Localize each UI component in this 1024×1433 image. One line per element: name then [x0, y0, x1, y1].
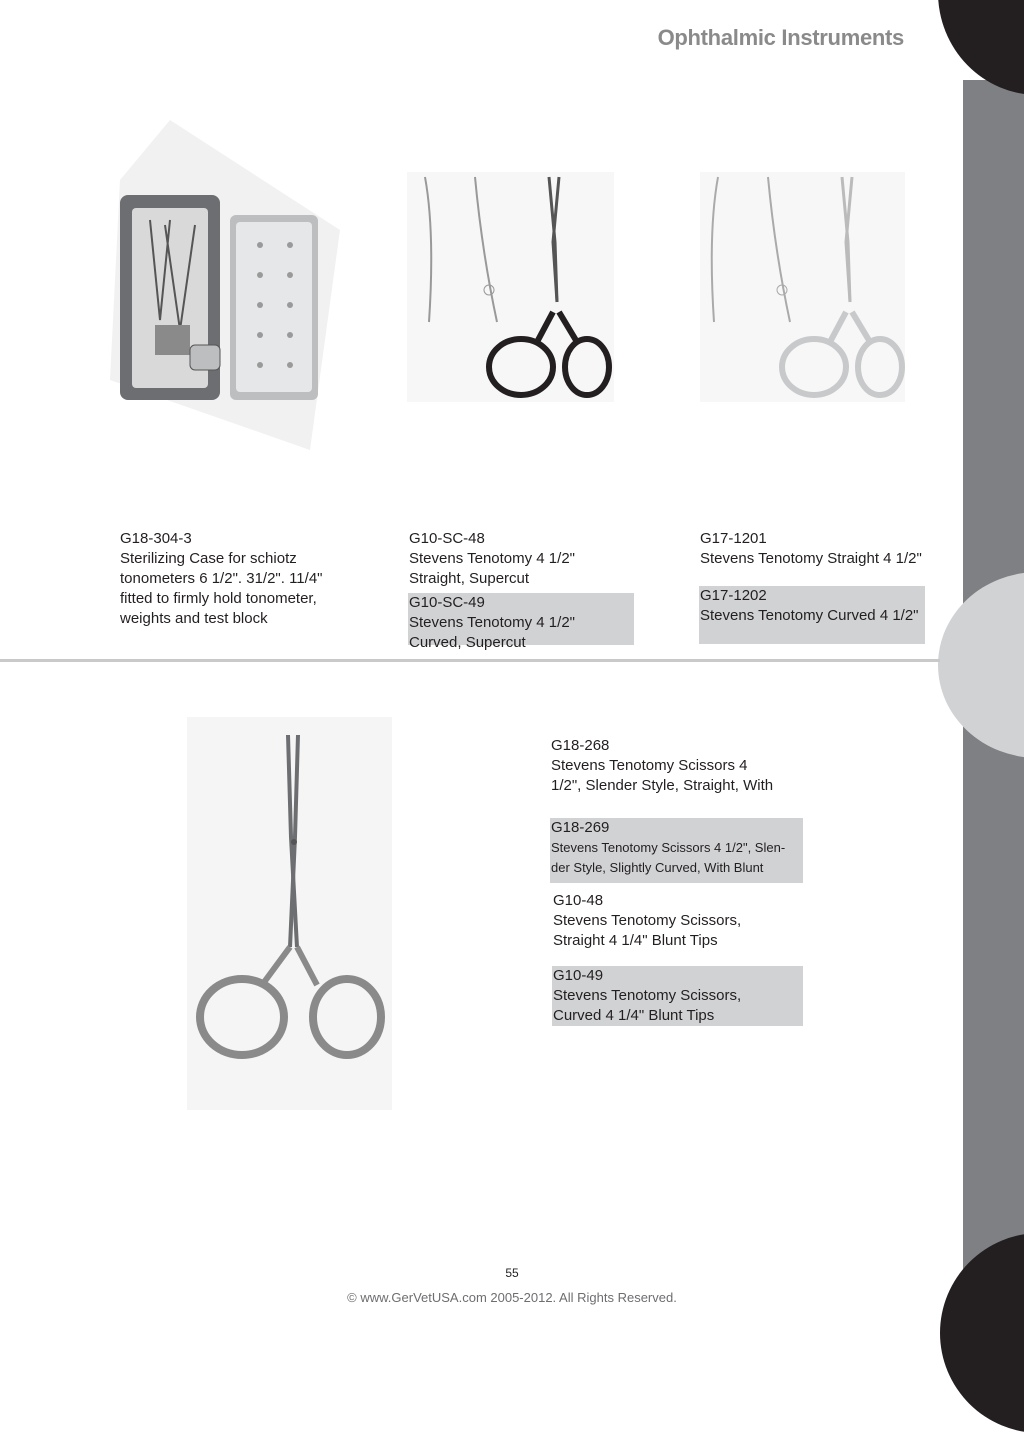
stevens-scissors-image — [700, 172, 905, 402]
tenotomy-scissors-image — [187, 717, 392, 1110]
product-code: G17-1201 — [700, 530, 767, 547]
product-desc-line: Stevens Tenotomy 4 1/2" — [409, 550, 575, 567]
product-code: G18-268 — [551, 737, 610, 754]
product-g10-48 — [553, 891, 741, 951]
copyright-notice: © www.GerVetUSA.com 2005-2012. All Rights Reserved. — [347, 1290, 677, 1305]
product-code: G18-269 — [551, 819, 610, 836]
mid-tab-decoration — [938, 572, 1024, 758]
product-code: G17-1202 — [700, 587, 767, 604]
product-desc-line: Curved 4 1/4" Blunt Tips — [553, 1007, 715, 1024]
product-desc-line: Stevens Tenotomy 4 1/2" — [409, 614, 575, 631]
product-g10-49 — [552, 966, 803, 1026]
product-desc-line: Stevens Tenotomy Scissors 4 1/2", Slen- — [551, 840, 786, 855]
product-desc-line: Stevens Tenotomy Curved 4 1/2" — [700, 607, 919, 624]
product-code: G10-49 — [553, 967, 604, 984]
product-desc-line: Straight, Supercut — [409, 570, 530, 587]
product-desc-line: Stevens Tenotomy Scissors, — [553, 987, 742, 1004]
product-desc-line: Sterilizing Case for schiotz — [120, 550, 297, 567]
product-desc-line: Stevens Tenotomy Scissors 4 — [551, 757, 748, 774]
product-desc-line: fitted to firmly hold tonometer, — [120, 590, 317, 607]
product-g10-sc-48 — [409, 529, 575, 589]
page-title: Ophthalmic Instruments — [657, 25, 904, 50]
product-g18-304-3 — [120, 529, 323, 629]
product-desc-line: Stevens Tenotomy Scissors, — [553, 912, 742, 929]
page-number: 55 — [505, 1266, 519, 1280]
product-g17-1201 — [700, 529, 922, 569]
bottom-tab-decoration — [940, 1233, 1024, 1433]
product-desc-line: tonometers 6 1/2". 31/2". 11/4" — [120, 570, 323, 587]
product-code: G10-SC-48 — [409, 530, 485, 547]
product-desc-line: der Style, Slightly Curved, With Blunt — [551, 860, 764, 875]
product-code: G18-304-3 — [120, 530, 192, 547]
product-code: G10-48 — [553, 892, 604, 909]
product-code: G10-SC-49 — [409, 594, 485, 611]
product-desc-line: weights and test block — [120, 610, 268, 627]
product-g17-1202 — [699, 586, 925, 644]
supercut-scissors-image — [407, 172, 614, 402]
product-desc-line: Straight 4 1/4" Blunt Tips — [553, 932, 718, 949]
product-g18-268 — [551, 736, 773, 796]
product-desc-line: Stevens Tenotomy Straight 4 1/2" — [700, 550, 922, 567]
product-desc-line: Curved, Supercut — [409, 634, 526, 651]
product-g10-sc-49 — [408, 593, 634, 651]
product-desc-line: 1/2", Slender Style, Straight, With — [551, 777, 774, 794]
product-g18-269 — [550, 818, 803, 883]
sterilizing-case-image — [110, 120, 350, 450]
section-divider — [0, 659, 940, 662]
